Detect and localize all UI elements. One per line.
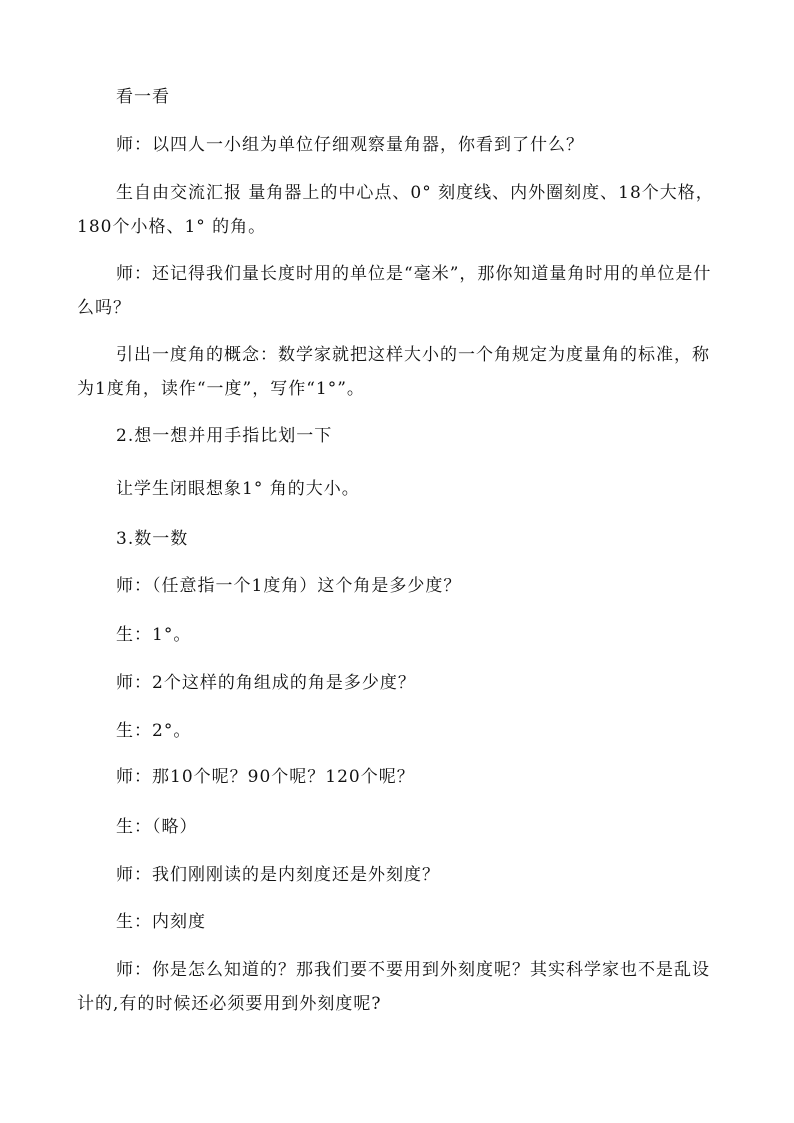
- paragraph-student-two-degrees: 生：2°。: [116, 721, 192, 741]
- section-heading-think: 2.想一想并用手指比划一下: [116, 426, 333, 446]
- paragraph-teacher-one-degree: 师：（任意指一个1度角）这个角是多少度？: [116, 576, 462, 596]
- paragraph-teacher-observe: 师：以四人一小组为单位仔细观察量角器，你看到了什么？: [116, 135, 584, 155]
- paragraph-teacher-unit-question: 师：还记得我们量长度时用的单位是“毫米”，那你知道量角时用的单位是什么吗？: [77, 264, 712, 318]
- paragraph-teacher-outer-scale: 师：你是怎么知道的？那我们要不要用到外刻度呢？其实科学家也不是乱设计的,有的时候还必须要用到外刻度呢?: [77, 960, 710, 1014]
- paragraph-imagine-angle: 让学生闭眼想象1° 角的大小。: [116, 479, 360, 499]
- paragraph-teacher-scale-question: 师：我们刚刚读的是内刻度还是外刻度？: [116, 865, 440, 885]
- paragraph-student-one-degree: 生：1°。: [116, 625, 192, 645]
- section-heading-look: 看一看: [116, 87, 170, 107]
- section-heading-count: 3.数一数: [116, 529, 189, 549]
- paragraph-student-report: 生自由交流汇报 量角器上的中心点、0° 刻度线、内外圈刻度、18个大格，180个小格、1° 的角。: [77, 183, 714, 237]
- paragraph-student-omitted: 生：（略）: [116, 817, 198, 837]
- paragraph-student-inner-scale: 生：内刻度: [116, 912, 206, 932]
- paragraph-degree-concept: 引出一度角的概念：数学家就把这样大小的一个角规定为度量角的标准，称为1度角，读作“一度”，写作“1°”。: [77, 345, 710, 399]
- paragraph-teacher-more-angles: 师：那10个呢？90个呢？120个呢？: [116, 767, 415, 787]
- paragraph-teacher-two-angles: 师：2个这样的角组成的角是多少度？: [116, 673, 416, 693]
